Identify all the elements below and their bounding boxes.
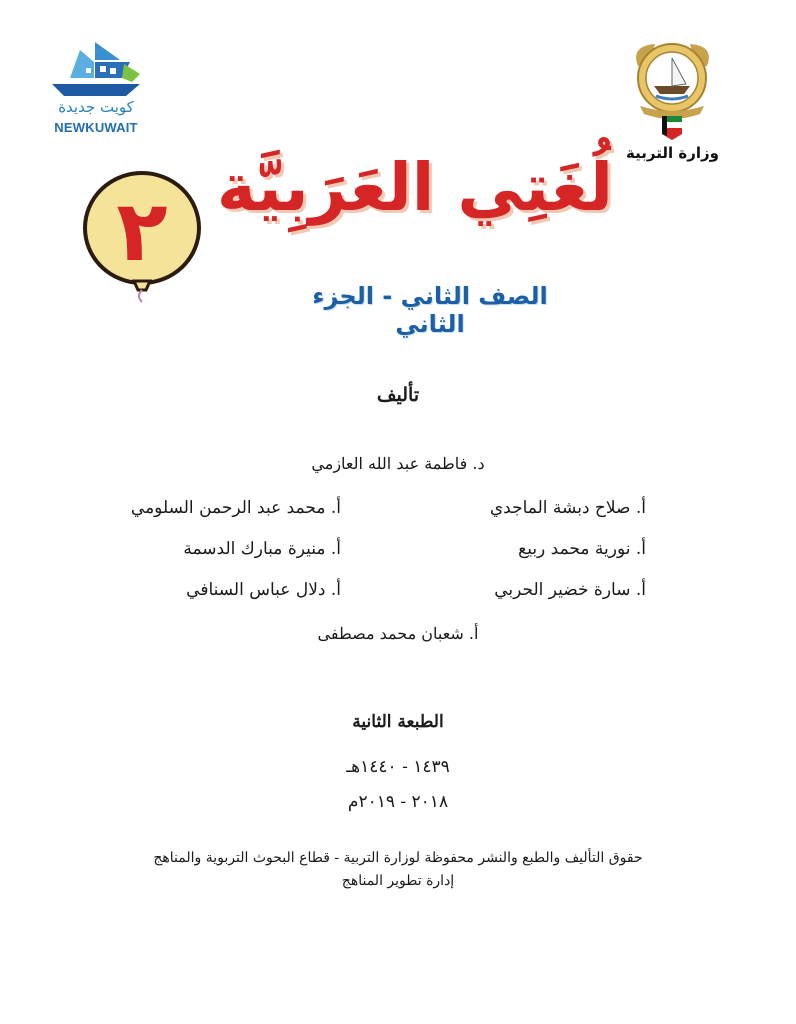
author-row3-left: أ. دلال عباس السنافي — [186, 580, 341, 600]
department-line: إدارة تطوير المناهج — [341, 873, 455, 889]
newkuwait-arabic-text: كويت جديدة — [58, 98, 134, 116]
author-row1-left: أ. محمد عبد الرحمن السلومي — [130, 498, 341, 518]
last-author: أ. شعبان محمد مصطفى — [317, 624, 479, 643]
book-subtitle: الصف الثاني - الجزء الثاني — [312, 282, 548, 338]
book-title: لُغَتِي العَرَبِيَّة — [216, 149, 614, 226]
newkuwait-english-text: NEWKUWAIT — [54, 120, 138, 135]
grade-balloon — [80, 168, 205, 303]
gregorian-years: ٢٠١٨ - ٢٠١٩م — [347, 792, 449, 812]
sail-icon — [40, 40, 150, 100]
edition-label: الطبعة الثانية — [352, 712, 444, 732]
lead-author: د. فاطمة عبد الله العازمي — [311, 454, 485, 473]
copyright-line: حقوق التأليف والطبع والنشر محفوظة لوزارة التربية - قطاع البحوث التربوية والمناهج — [153, 850, 643, 866]
author-row1-right: أ. صلاح دبشة الماجدي — [489, 498, 646, 518]
author-row2-right: أ. نورية محمد ربيع — [518, 539, 646, 559]
grade-number: ٢ — [116, 182, 168, 280]
authorship-label: تأليف — [376, 384, 420, 406]
hijri-years: ١٤٣٩ - ١٤٤٠هـ — [346, 757, 450, 777]
author-row2-left: أ. منيرة مبارك الدسمة — [183, 539, 341, 559]
ministry-emblem — [610, 36, 740, 171]
newkuwait-logo — [40, 40, 150, 140]
author-row3-right: أ. سارة خضير الحربي — [494, 580, 646, 600]
balloon-icon — [80, 168, 205, 303]
ministry-name: وزارة التربية — [626, 144, 719, 162]
kuwait-emblem-icon — [610, 36, 735, 141]
